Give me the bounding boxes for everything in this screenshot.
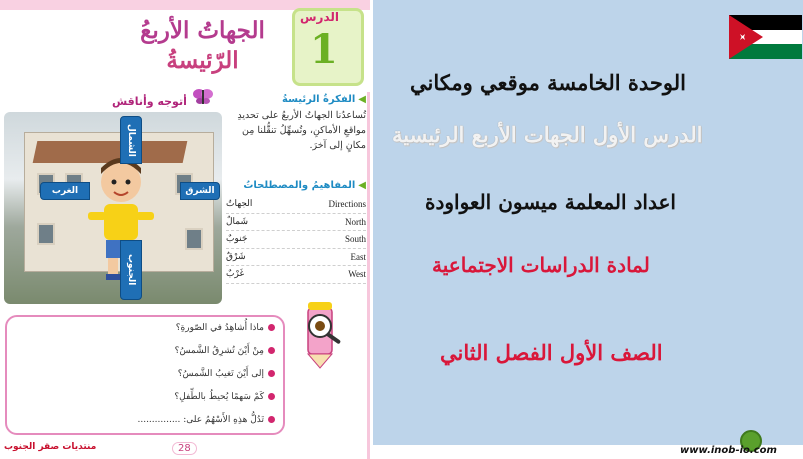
- lesson-header: [0, 0, 370, 92]
- house-photo: [4, 112, 222, 304]
- question-item: كَمْ سَهمًا يُحيطُ بالطِّفلِ؟: [174, 392, 275, 402]
- teacher-credit: اعداد المعلمة ميسون العواودة: [425, 190, 676, 214]
- slide-panel: [373, 0, 803, 445]
- south-label: الجنوب: [126, 254, 136, 286]
- triangle-bullet-icon: ◀: [358, 180, 366, 191]
- jordan-flag-icon: [729, 15, 802, 59]
- concepts-heading: ◀المفاهيمُ والمصطلحاتُ: [243, 180, 366, 191]
- vocab-row: جَنوبٌ South: [226, 231, 366, 249]
- vocab-table: [226, 196, 366, 284]
- questions-box: [5, 315, 285, 435]
- west-arrow: [40, 182, 90, 200]
- website-link[interactable]: www.inob-io.com: [680, 445, 777, 456]
- lesson-label: الدرس: [300, 10, 340, 24]
- unit-title: الوحدة الخامسة موقعي ومكاني: [410, 70, 686, 95]
- lesson-title-line2: الرّئيسةُ: [166, 47, 239, 74]
- page-number: 28: [172, 442, 197, 455]
- east-label: الشرق: [185, 186, 215, 196]
- vocab-row: غَرْبٌ West: [226, 266, 366, 284]
- main-idea-section: [226, 94, 366, 153]
- west-label: الغرب: [51, 186, 79, 196]
- textbook-page: [0, 0, 370, 459]
- triangle-bullet-icon: ◀: [358, 94, 366, 105]
- pencil-mascot-icon: [290, 300, 350, 370]
- north-arrow: [120, 116, 142, 164]
- butterfly-icon: [192, 86, 214, 106]
- question-item: تَدُلُّ هذِهِ الأَسْهُمُ على: ...............: [137, 415, 275, 425]
- question-item: إلى أَيْنَ تَغيبُ الشَّمسُ؟: [178, 369, 275, 379]
- south-arrow: [120, 240, 142, 300]
- north-label: الشمال: [126, 123, 136, 157]
- subject-title: لمادة الدراسات الاجتماعية: [432, 253, 650, 277]
- vocab-row: شَمالٌ North: [226, 214, 366, 232]
- main-idea-text: تُساعدُنا الجهاتُ الأربعُ على تحديدِ مواقعِ الأماكنِ، وتُسهِّلُ تنقُّلنا مِن مكانٍ إلى آخرَ.: [237, 110, 366, 151]
- question-item: مِنْ أَيْنَ تُشرِقُ الشَّمسُ؟: [175, 346, 275, 356]
- lesson-heading: الدرس الأول الجهات الأربع الرئيسية: [392, 122, 703, 147]
- think-discuss-tag: أتوجه وأناقش: [112, 95, 187, 108]
- main-idea-heading: ◀الفكرةُ الرئيسةُ: [282, 94, 366, 105]
- lesson-title: [110, 16, 295, 76]
- lesson-number: 1: [310, 26, 338, 73]
- vocab-row: شَرْقٌ East: [226, 249, 366, 267]
- vocab-row: الجهاتُ Directions: [226, 196, 366, 214]
- east-arrow: [180, 182, 220, 200]
- lesson-title-line1: الجهاتُ الأربعُ: [140, 17, 265, 44]
- forum-credit: منتديات صقر الجنوب: [4, 442, 97, 452]
- question-item: ماذا أُشاهِدُ في الصّورةِ؟: [176, 323, 275, 333]
- concepts-section: [226, 180, 366, 191]
- grade-semester: الصف الأول الفصل الثاني: [440, 340, 663, 365]
